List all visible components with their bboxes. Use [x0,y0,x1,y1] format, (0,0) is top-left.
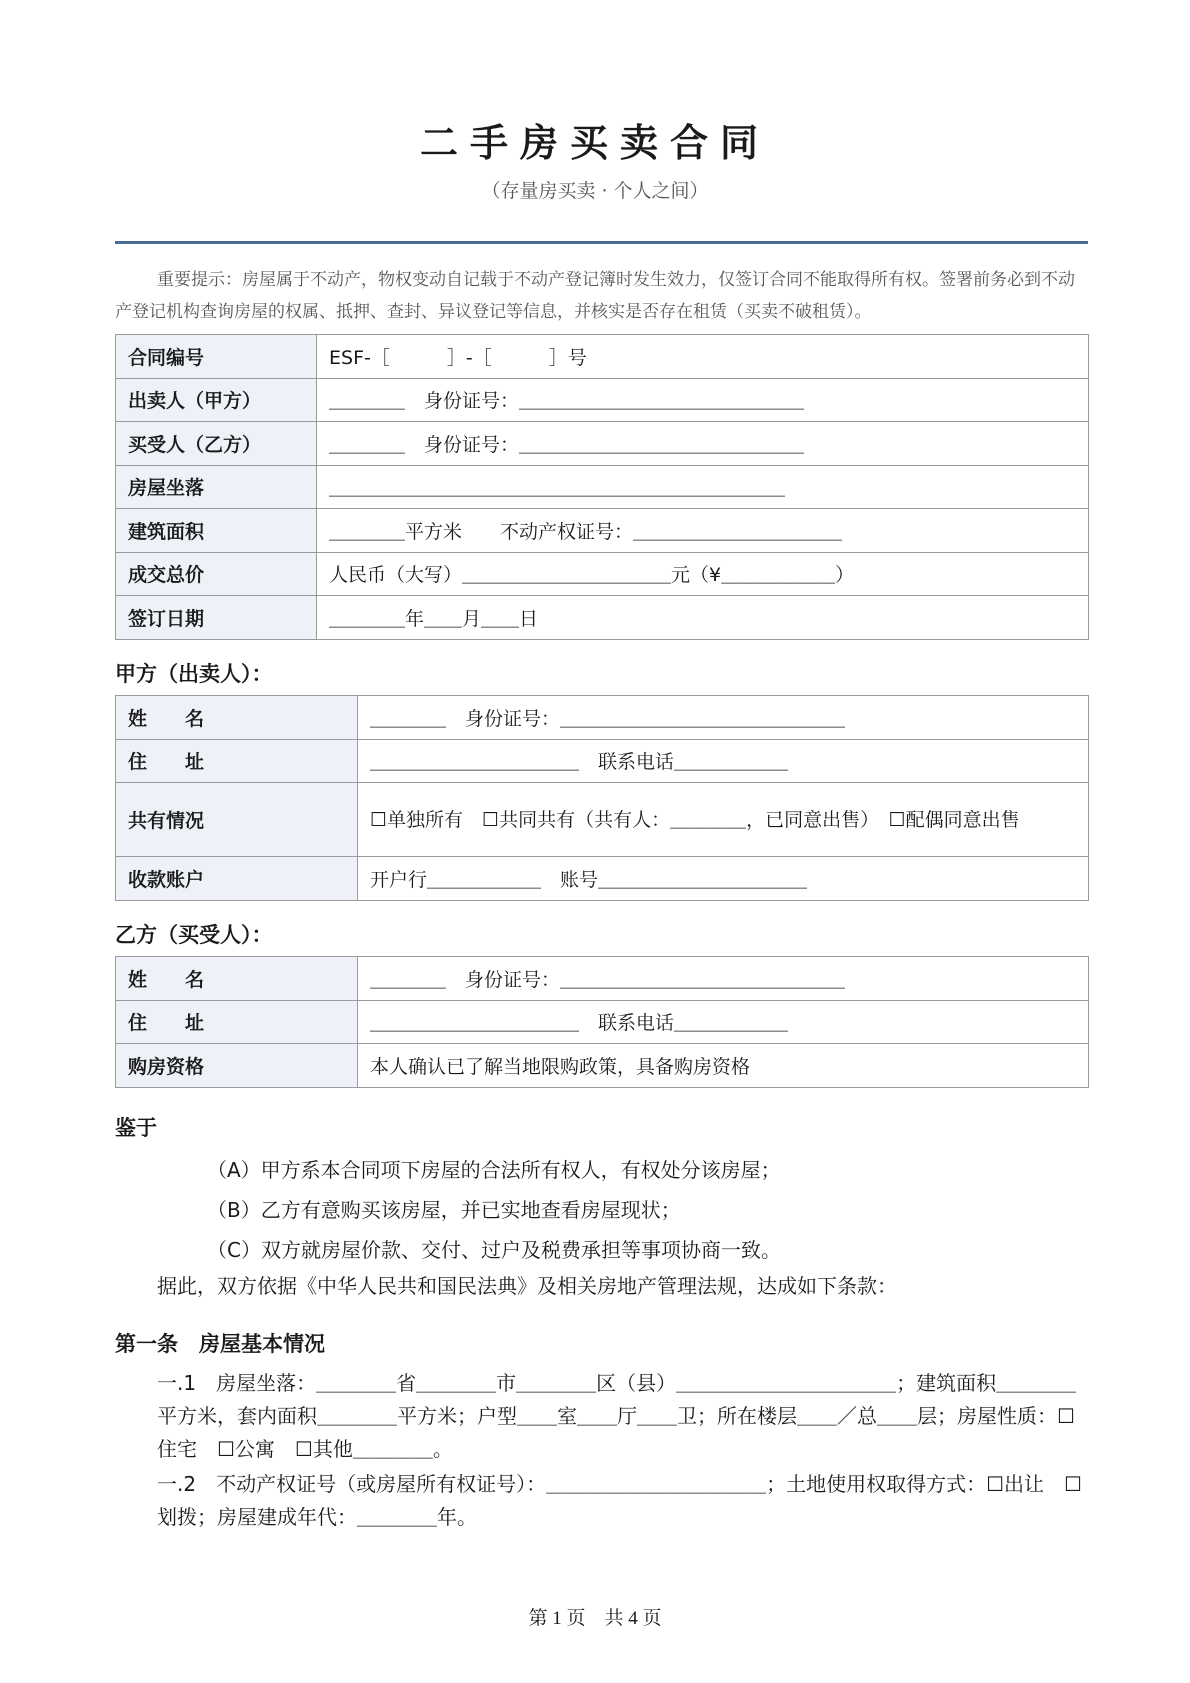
table-row [116,335,1089,379]
whereas-item-a: （A）甲方系本合同项下房屋的合法所有权人，有权处分该房屋； [207,1158,781,1182]
party-a-name-label: 姓 名 [116,696,358,740]
purchase-eligibility-label: 购房资格 [116,1044,358,1088]
table-row [116,739,1089,783]
party-b-name-field[interactable]: ＿＿＿＿ 身份证号：＿＿＿＿＿＿＿＿＿＿＿＿＿＿＿ [358,957,1089,1001]
co-ownership-label: 共有情况 [116,783,358,857]
party-a-heading: 甲方（出卖人）： [115,662,273,686]
table-row [116,696,1089,740]
whereas-item-b: （B）乙方有意购买该房屋，并已实地查看房屋现状； [207,1198,681,1222]
signing-date-field[interactable]: ＿＿＿＿年＿＿月＿＿日 [317,596,1089,640]
party-b-table [115,956,1089,1088]
signing-date-label: 签订日期 [116,596,317,640]
total-price-label: 成交总价 [116,552,317,596]
table-row [116,957,1089,1001]
seller-label: 出卖人（甲方） [116,378,317,422]
article-1-clause-2: 一.2 不动产权证号（或房屋所有权证号）：＿＿＿＿＿＿＿＿＿＿＿；土地使用权取得方式：☐出让 ☐划拨；房屋建成年代：＿＿＿＿年。 [157,1472,1082,1529]
article-1-heading: 第一条 房屋基本情况 [115,1332,325,1356]
table-row [116,422,1089,466]
party-b-name-label: 姓 名 [116,957,358,1001]
whereas-conclusion: 据此，双方依据《中华人民共和国民法典》及相关房地产管理法规，达成如下条款： [157,1274,897,1298]
property-location-field[interactable]: ＿＿＿＿＿＿＿＿＿＿＿＿＿＿＿＿＿＿＿＿＿＿＿＿ [317,465,1089,509]
important-notice: 重要提示：房屋属于不动产，物权变动自记载于不动产登记簿时发生效力，仅签订合同不能取得所有权。签署前务必到不动产登记机构查询房屋的权属、抵押、查封、异议登记等信息，并核实是否存在租赁（买卖不破租赁）。 [115,270,1075,322]
party-b-address-field[interactable]: ＿＿＿＿＿＿＿＿＿＿＿ 联系电话＿＿＿＿＿＿ [358,1000,1089,1044]
property-location-label: 房屋坐落 [116,465,317,509]
document-title: 二手房买卖合同 [419,121,770,165]
floor-area-field[interactable]: ＿＿＿＿平方米 不动产权证号：＿＿＿＿＿＿＿＿＿＿＿ [317,509,1089,553]
payment-account-field[interactable]: 开户行＿＿＿＿＿＿ 账号＿＿＿＿＿＿＿＿＿＿＿ [358,857,1089,901]
header-divider [115,241,1088,244]
contract-summary-table [115,334,1089,640]
floor-area-label: 建筑面积 [116,509,317,553]
party-a-address-label: 住 址 [116,739,358,783]
table-row [116,857,1089,901]
party-a-table [115,695,1089,901]
table-row [116,509,1089,553]
contract-number-field[interactable]: ESF-［ ］-［ ］号 [317,335,1089,379]
party-a-name-field[interactable]: ＿＿＿＿ 身份证号：＿＿＿＿＿＿＿＿＿＿＿＿＿＿＿ [358,696,1089,740]
buyer-label: 买受人（乙方） [116,422,317,466]
buyer-field[interactable]: ＿＿＿＿ 身份证号：＿＿＿＿＿＿＿＿＿＿＿＿＿＿＿ [317,422,1089,466]
table-row [116,1044,1089,1088]
whereas-item-c: （C）双方就房屋价款、交付、过户及税费承担等事项协商一致。 [207,1238,781,1262]
table-row [116,783,1089,857]
table-row [116,552,1089,596]
whereas-heading: 鉴于 [115,1116,157,1140]
party-b-heading: 乙方（买受人）： [115,923,273,947]
seller-field[interactable]: ＿＿＿＿ 身份证号：＿＿＿＿＿＿＿＿＿＿＿＿＿＿＿ [317,378,1089,422]
co-ownership-options[interactable]: ☐单独所有 ☐共同共有（共有人：＿＿＿＿，已同意出售） ☐配偶同意出售 [358,783,1089,857]
page-number: 第 1 页 共 4 页 [528,1608,662,1629]
payment-account-label: 收款账户 [116,857,358,901]
table-row [116,596,1089,640]
party-a-address-field[interactable]: ＿＿＿＿＿＿＿＿＿＿＿ 联系电话＿＿＿＿＿＿ [358,739,1089,783]
contract-number-label: 合同编号 [116,335,317,379]
table-row [116,1000,1089,1044]
table-row [116,465,1089,509]
party-b-address-label: 住 址 [116,1000,358,1044]
purchase-eligibility-field: 本人确认已了解当地限购政策，具备购房资格 [358,1044,1089,1088]
table-row [116,378,1089,422]
document-subtitle: （存量房买卖 · 个人之间） [481,180,709,202]
total-price-field[interactable]: 人民币（大写）＿＿＿＿＿＿＿＿＿＿＿元（¥＿＿＿＿＿＿） [317,552,1089,596]
article-1-clause-1: 一.1 房屋坐落：＿＿＿＿省＿＿＿＿市＿＿＿＿区（县）＿＿＿＿＿＿＿＿＿＿＿；建筑面积＿＿＿＿平方米，套内面积＿＿＿＿平方米；户型＿＿室＿＿厅＿＿卫；所在楼层＿＿／总＿＿层；房屋性质：☐住宅 ☐公寓 ☐其他＿＿＿＿。 [157,1371,1077,1461]
